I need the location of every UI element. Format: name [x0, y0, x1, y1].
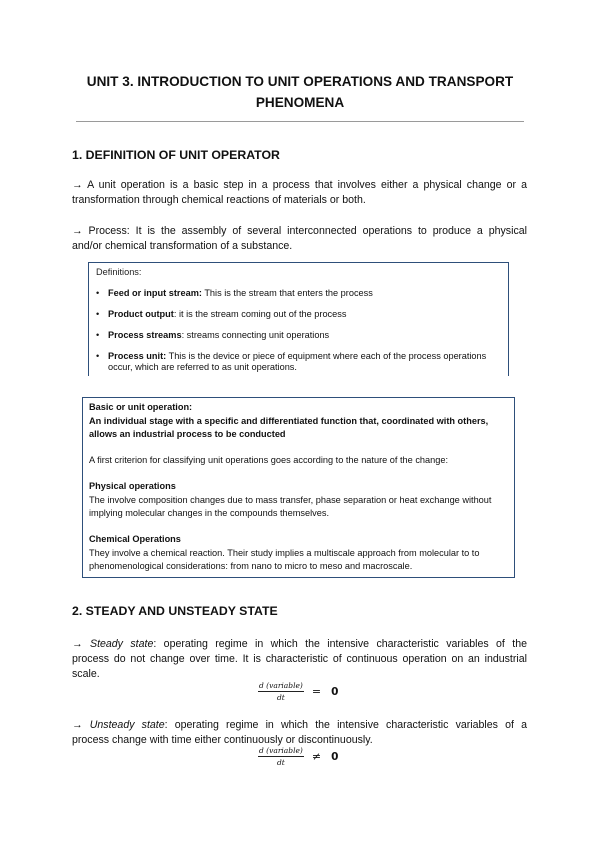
zero-value: 0 — [331, 685, 339, 698]
page-title — [60, 71, 540, 113]
basic-definition-block — [89, 401, 509, 442]
basic-definition-line: An individual stage with a specific and differentiated function that, coordinated with others, — [89, 415, 489, 426]
unsteady-state-text: : operating regime in which the intensive characteristic variables of a — [164, 719, 527, 731]
steady-state-paragraph — [72, 637, 527, 682]
paragraph-line: and/or chemical transformation of a substance. — [72, 240, 293, 252]
process-paragraph — [72, 224, 527, 254]
definition-term: Process unit: — [108, 350, 167, 361]
physical-operations-block — [89, 480, 509, 521]
paragraph-line: → A unit operation is a basic step in a process that involves either a physical change or a — [72, 179, 527, 191]
chemical-line: They involve a chemical reaction. Their study implies a multiscale approach from molecular to to — [89, 547, 480, 558]
chemical-heading: Chemical Operations — [89, 534, 181, 544]
paragraph-line: transformation through chemical reactions of materials or both. — [72, 194, 366, 206]
definition-item — [96, 288, 501, 300]
definition-text: This is the device or piece of equipment where each of the process operations occur, which are referred to as unit operations. — [108, 350, 487, 373]
bullet: • — [96, 308, 100, 319]
unsteady-state-formula — [258, 746, 338, 767]
definition-term: Product output — [108, 308, 174, 319]
paragraph-line: process change with time either continuously or discontinuously. — [72, 734, 373, 746]
chemical-operations-block — [89, 533, 509, 574]
fraction-numerator: d (variable) — [259, 681, 303, 690]
physical-line: The involve composition changes due to mass transfer, phase separation or heat exchange without — [89, 494, 492, 505]
basic-definition-line: allows an industrial process to be conducted — [89, 429, 286, 439]
fraction-numerator: d (variable) — [259, 746, 303, 755]
arrow: → — [72, 719, 83, 731]
chemical-line: phenomenological considerations: from nano to micro to meso and macroscale. — [89, 561, 413, 571]
definition-item — [96, 309, 501, 321]
definitions-header: Definitions: — [96, 267, 142, 277]
arrow: → — [72, 638, 83, 650]
definition-item — [96, 351, 501, 374]
physical-line: implying molecular changes in the compounds themselves. — [89, 508, 330, 518]
fraction-denominator: dt — [277, 693, 285, 702]
unsteady-state-term: Unsteady state — [89, 719, 165, 731]
paragraph-line: scale. — [72, 668, 100, 680]
definition-text: This is the stream that enters the process — [201, 288, 373, 298]
definitions-box — [88, 262, 509, 376]
paragraph-line — [72, 637, 527, 652]
definition-term: Feed or input stream: — [108, 288, 202, 298]
basic-heading: Basic or unit operation: — [89, 402, 193, 412]
title-line-2: PHENOMENA — [255, 95, 345, 110]
unsteady-state-paragraph — [72, 718, 527, 748]
steady-state-text: : operating regime in which the intensive characteristic variables of the — [153, 638, 527, 650]
paragraph-line: → Process: It is the assembly of several interconnected operations to produce a physical — [72, 225, 527, 237]
definitions-list — [96, 288, 501, 376]
definition-text: : streams connecting unit operations — [181, 329, 330, 340]
bullet: • — [96, 288, 100, 298]
derivative-fraction — [258, 681, 304, 702]
definition-item — [96, 330, 501, 342]
definition-term: Process streams — [108, 329, 182, 340]
paragraph-line — [72, 718, 527, 733]
derivative-fraction — [258, 746, 304, 767]
definition-text: : it is the stream coming out of the process — [173, 308, 347, 319]
steady-state-term: Steady state — [90, 638, 154, 650]
fraction-denominator: dt — [277, 758, 285, 767]
zero-value: 0 — [331, 750, 339, 763]
basic-operation-box — [82, 397, 515, 578]
bullet: • — [96, 350, 100, 361]
steady-state-formula — [258, 681, 338, 702]
section-2-heading: 2. STEADY AND UNSTEADY STATE — [72, 604, 278, 618]
title-line-1: UNIT 3. INTRODUCTION TO UNIT OPERATIONS AND TRANSPORT — [86, 74, 514, 89]
unit-operation-paragraph — [72, 178, 527, 208]
classification-criterion: A first criterion for classifying unit operations goes according to the nature of the change: — [89, 455, 449, 465]
bullet: • — [96, 329, 100, 340]
equals-sign: = — [311, 685, 322, 698]
physical-heading: Physical operations — [89, 481, 176, 491]
paragraph-line: process do not change over time. It is characteristic of continuous operation on an industrial — [72, 653, 527, 665]
title-divider — [76, 121, 524, 122]
section-1-heading: 1. DEFINITION OF UNIT OPERATOR — [72, 148, 280, 162]
not-equals-sign: ≠ — [311, 750, 322, 763]
